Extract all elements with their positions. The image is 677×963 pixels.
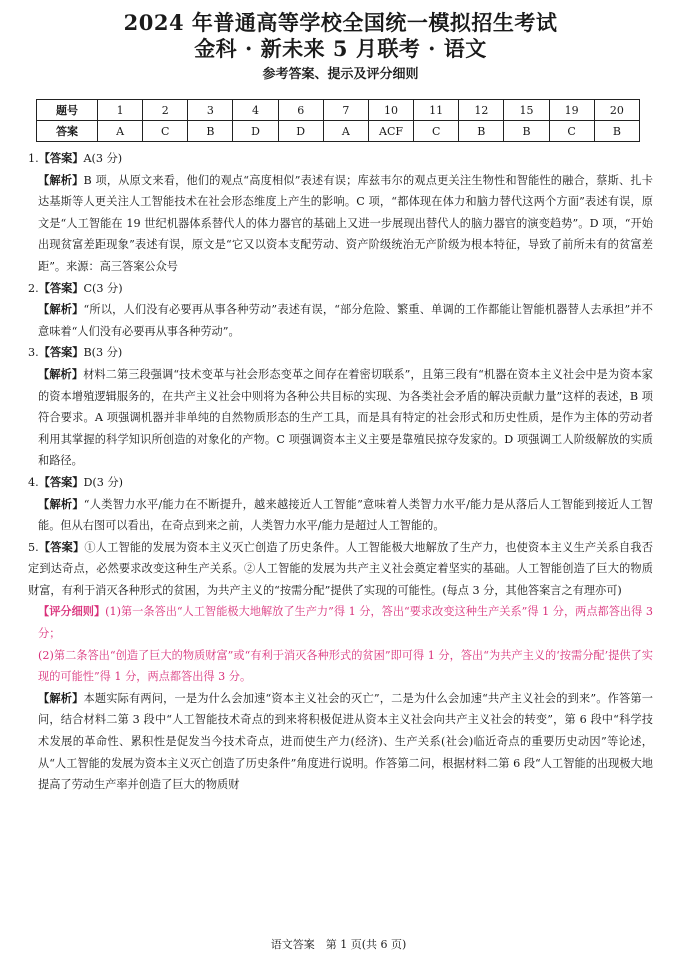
item-number: 2. xyxy=(28,281,39,295)
answer-text: D(3 分) xyxy=(83,475,124,489)
doc-type-heading: 参考答案、提示及评分细则 xyxy=(262,67,419,82)
answer-cell: B xyxy=(188,121,233,142)
answer-tag: 【答案】 xyxy=(38,474,84,489)
question-number-cell: 4 xyxy=(233,100,278,121)
answer-text: A(3 分) xyxy=(83,152,123,165)
item-number: 5. xyxy=(28,540,39,554)
question-number-cell: 10 xyxy=(368,100,413,121)
question-number-cell: 6 xyxy=(278,100,323,121)
analysis-tag: 【解析】 xyxy=(38,496,84,511)
question-number-cell: 2 xyxy=(143,100,188,121)
answer-cell: B xyxy=(459,121,504,142)
row-label-answer: 答案 xyxy=(37,121,98,142)
table-row-answers xyxy=(37,121,640,142)
question-number-cell: 15 xyxy=(504,100,549,121)
answer-cell: C xyxy=(414,121,459,142)
analysis-text: “人类智力水平/能力在不断提升，越来越接近人工智能”意味着人类智力水平/能力是从落后人工智能到接近人工智能。但从右图可以看出，在奇点到来之前，人类智力水平/能力是超过人工智能的。 xyxy=(38,497,653,533)
item-5 xyxy=(28,537,653,796)
question-number-cell: 12 xyxy=(459,100,504,121)
answer-text: B(3 分) xyxy=(83,346,123,360)
answer-cell: B xyxy=(594,121,639,142)
item-1 xyxy=(28,148,653,278)
item-3 xyxy=(28,342,653,472)
answer-cell: C xyxy=(549,121,594,142)
answer-tag: 【答案】 xyxy=(38,539,85,554)
question-number-cell: 11 xyxy=(414,100,459,121)
answer-cell: D xyxy=(233,121,278,142)
item-4 xyxy=(28,472,653,537)
scoring-rule-1: (1)第一条答出“人工智能极大地解放了生产力”得 1 分，答出“要求改变这种生产关系”得 1 分，两点都答出得 3 分； xyxy=(38,605,653,641)
answer-cell: B xyxy=(504,121,549,142)
answer-tag: 【答案】 xyxy=(38,345,84,360)
analysis-tag: 【解析】 xyxy=(38,690,84,705)
row-label-number: 题号 xyxy=(37,100,98,121)
answer-tag: 【答案】 xyxy=(38,151,84,165)
item-number: 1. xyxy=(28,152,39,165)
question-number-cell: 7 xyxy=(323,100,368,121)
question-number-cell: 20 xyxy=(594,100,639,121)
answer-text: ①人工智能的发展为资本主义灭亡创造了历史条件。人工智能极大地解放了生产力，也使资本主义生产关系自我否定到达奇点，必然要求改变这种生产关系。②人工智能的发展为共产主义社会奠定着坚实的基础。人工智能创造了巨大的物质财富，有利于消灭各种形式的贫困，为共产主义的“按需分配”提供了实现的可能性。(每点 3 分，其他答案言之有理亦可) xyxy=(28,540,653,597)
exam-subtitle: 金科 · 新未来 5 月联考 · 语文 xyxy=(194,36,487,61)
item-number: 3. xyxy=(28,346,39,360)
question-number-cell: 19 xyxy=(549,100,594,121)
question-number-cell: 3 xyxy=(188,100,233,121)
page-footer: 语文答案 第 1 页(共 6 页) xyxy=(270,938,407,951)
answer-cell: A xyxy=(98,121,143,142)
scoring-rule-2: (2)第二条答出“创造了巨大的物质财富”或“有利于消灭各种形式的贫困”即可得 1 分，答出“为共产主义的‘按需分配’提供了实现的可能性”得 1 分，两点都答出得 3 分。 xyxy=(38,648,653,684)
table-row-numbers xyxy=(37,100,640,121)
analysis-text: 本题实际有两问，一是为什么会加速“资本主义社会的灭亡”，二是为什么会加速“共产主义社会的到来”。作答第一问，结合材料二第 3 段中“人工智能技术奇点的到来将积极促进从资本主义社会向共产主义社会的转变”，第 6 段中“科学技术发展的革命性、累积性是促发当今技术奇点，进而使生产力(经济)、生产关系(社会)临近奇点的重要历史动因”等论述，从“人工智能的发展为资本主义灭亡创造了历史条件”角度进行说明。作答第二问，根据材料二第 6 段“人工智能的出现极大地提高了劳动生产率并创造了巨大的物质财 xyxy=(38,691,653,792)
answer-cell: D xyxy=(278,121,323,142)
analysis-tag: 【解析】 xyxy=(38,302,84,317)
analysis-text: B 项，从原文来看，他们的观点“高度相似”表述有误；库兹韦尔的观点更关注生物性和智能性的融合，蔡斯、扎卡达基斯等人更关注人工智能技术在社会形态维度上产生的影响。C 项，“都体现在体力和脑力替代这两个方面”表述有误，原文是“人工智能在 19 世纪机器体系替代人的体力器官的基础上又进一步展现出替代人的脑力器官的演变趋势”。D 项，“开始出现贫富差距现象”表述有误，原文是“它又以资本支配劳动、资产阶级统治无产阶级为根本特征，导致了前所未有的贫富差距”。来源：高三答案公众号 xyxy=(38,173,653,273)
analysis-tag: 【解析】 xyxy=(38,366,84,381)
analysis-text: 材料二第三段强调“技术变革与社会形态变革之间存在着密切联系”，且第三段有“机器在资本主义社会中是为资本家的资本增殖逻辑服务的，在共产主义社会中则将为各种公共目标的实现、为各类社会矛盾的解决贡献力量”这样的表述，B 项符合要求。A 项强调机器并非单纯的自然物质形态的生产工具，而是具有特定的社会形式和历史性质，是作为主体的劳动者利用其掌握的科学知识所创造的对象化的产物。C 项强调资本主义主要是靠殖民掠夺发家的。D 项强调工人阶级解放的实质和路径。 xyxy=(38,367,653,468)
answer-text: C(3 分) xyxy=(83,281,123,295)
answers-body xyxy=(28,148,653,796)
analysis-text: “所以，人们没有必要再从事各种劳动”表述有误，“部分危险、繁重、单调的工作都能让智能机器替人去承担”并不意味着“人们没有必要再从事各种劳动”。 xyxy=(38,303,653,338)
answer-key-table xyxy=(36,99,640,142)
answer-cell: A xyxy=(323,121,368,142)
item-2 xyxy=(28,278,653,343)
item-number: 4. xyxy=(28,475,39,489)
analysis-tag: 【解析】 xyxy=(38,172,84,187)
exam-title: 2024 年普通高等学校全国统一模拟招生考试 xyxy=(123,10,558,35)
answer-cell: C xyxy=(143,121,188,142)
answer-tag: 【答案】 xyxy=(38,280,84,295)
answer-cell: ACF xyxy=(368,121,413,142)
scoring-tag: 【评分细则】 xyxy=(38,604,106,619)
question-number-cell: 1 xyxy=(98,100,143,121)
